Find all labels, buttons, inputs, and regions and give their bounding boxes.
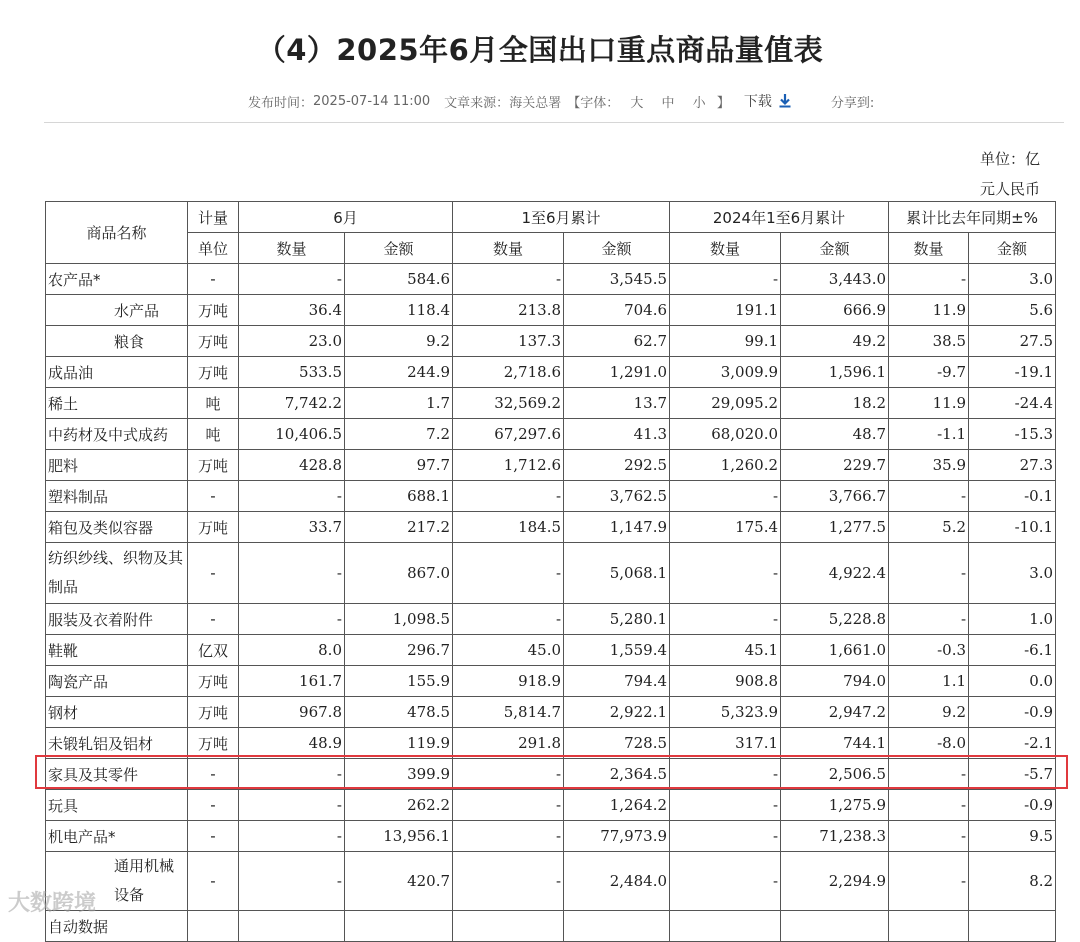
row-unit: - (188, 481, 239, 512)
row-name: 服装及衣着附件 (46, 604, 188, 635)
row-unit (188, 911, 239, 942)
publish-label: 发布时间： (248, 95, 314, 111)
row-value: 217.2 (345, 512, 453, 543)
row-value: 533.5 (239, 357, 345, 388)
row-name: 粮食 (46, 326, 188, 357)
header-sub: 数量 (453, 233, 564, 264)
row-value: - (670, 852, 781, 911)
row-value: 2,294.9 (781, 852, 889, 911)
row-value: 5,068.1 (564, 543, 670, 604)
unit-line-2: 元人民币 (979, 180, 1040, 198)
row-value: 13,956.1 (345, 821, 453, 852)
header-sub: 金额 (969, 233, 1056, 264)
export-table (45, 201, 1056, 942)
header-sub: 金额 (564, 233, 670, 264)
row-value: 27.3 (969, 450, 1056, 481)
row-value: 794.4 (564, 666, 670, 697)
row-value: 5,323.9 (670, 697, 781, 728)
row-value: - (670, 543, 781, 604)
row-value: - (453, 852, 564, 911)
row-value: 2,947.2 (781, 697, 889, 728)
row-name: 纺织纱线、织物及其制品 (46, 543, 188, 604)
share-label[interactable]: 分享到: (830, 95, 875, 111)
row-value: 2,364.5 (564, 759, 670, 790)
row-value: 62.7 (564, 326, 670, 357)
table-row (46, 543, 1056, 604)
row-value (453, 911, 564, 942)
table-row (46, 419, 1056, 450)
row-value: 71,238.3 (781, 821, 889, 852)
table-row (46, 388, 1056, 419)
row-name: 农产品* (46, 264, 188, 295)
row-name: 肥料 (46, 450, 188, 481)
row-value: 428.8 (239, 450, 345, 481)
row-value: 420.7 (345, 852, 453, 911)
row-value: 3,545.5 (564, 264, 670, 295)
row-value: 77,973.9 (564, 821, 670, 852)
row-value (670, 911, 781, 942)
row-value: 1,275.9 (781, 790, 889, 821)
row-value: 27.5 (969, 326, 1056, 357)
row-value: 5,228.8 (781, 604, 889, 635)
article-meta (248, 90, 874, 112)
header-group-ytd: 1至6月累计 (453, 202, 670, 233)
row-value: - (889, 264, 969, 295)
row-unit: - (188, 264, 239, 295)
row-value: 45.1 (670, 635, 781, 666)
row-value: - (670, 790, 781, 821)
row-value: 10,406.5 (239, 419, 345, 450)
row-value: - (239, 264, 345, 295)
header-sub: 金额 (345, 233, 453, 264)
row-value: 68,020.0 (670, 419, 781, 450)
row-value: - (889, 821, 969, 852)
row-value: 3.0 (969, 543, 1056, 604)
row-value: - (453, 481, 564, 512)
row-value: 3.0 (969, 264, 1056, 295)
row-value: 9.5 (969, 821, 1056, 852)
unit-note (960, 144, 1040, 204)
row-value: 119.9 (345, 728, 453, 759)
table-row (46, 821, 1056, 852)
table-row (46, 326, 1056, 357)
row-value: -1.1 (889, 419, 969, 450)
font-size-open: 【字体： (567, 95, 620, 111)
row-value: 7.2 (345, 419, 453, 450)
row-value: -2.1 (969, 728, 1056, 759)
row-value: 38.5 (889, 326, 969, 357)
row-unit: 亿双 (188, 635, 239, 666)
row-unit: - (188, 821, 239, 852)
row-value: - (670, 264, 781, 295)
row-value: -8.0 (889, 728, 969, 759)
row-value: 161.7 (239, 666, 345, 697)
row-value: - (889, 759, 969, 790)
row-value: 5,280.1 (564, 604, 670, 635)
row-value: - (453, 790, 564, 821)
row-value: 666.9 (781, 295, 889, 326)
row-value: - (453, 604, 564, 635)
row-name: 家具及其零件 (46, 759, 188, 790)
row-value: 155.9 (345, 666, 453, 697)
row-value: - (889, 790, 969, 821)
row-value: 292.5 (564, 450, 670, 481)
row-value: 794.0 (781, 666, 889, 697)
table-row (46, 450, 1056, 481)
header-unit-top: 计量 (188, 202, 239, 233)
row-value: 13.7 (564, 388, 670, 419)
table-row (46, 697, 1056, 728)
row-value: 8.2 (969, 852, 1056, 911)
divider (44, 122, 1064, 123)
row-value (345, 911, 453, 942)
row-value: 2,922.1 (564, 697, 670, 728)
row-value: 36.4 (239, 295, 345, 326)
header-group-yoy: 累计比去年同期±% (889, 202, 1056, 233)
row-value: 1.1 (889, 666, 969, 697)
table-row (46, 666, 1056, 697)
row-value: 3,009.9 (670, 357, 781, 388)
header-name: 商品名称 (46, 202, 188, 264)
row-value: 5,814.7 (453, 697, 564, 728)
row-name: 箱包及类似容器 (46, 512, 188, 543)
header-sub: 数量 (239, 233, 345, 264)
row-value: - (239, 852, 345, 911)
row-value: 5.2 (889, 512, 969, 543)
row-name: 玩具 (46, 790, 188, 821)
row-value: 584.6 (345, 264, 453, 295)
row-value: 0.0 (969, 666, 1056, 697)
row-value: 9.2 (345, 326, 453, 357)
row-name: 陶瓷产品 (46, 666, 188, 697)
row-unit: - (188, 543, 239, 604)
row-unit: 万吨 (188, 697, 239, 728)
row-value: 184.5 (453, 512, 564, 543)
row-value: 67,297.6 (453, 419, 564, 450)
row-value: 399.9 (345, 759, 453, 790)
row-value: -0.1 (969, 481, 1056, 512)
row-value: -0.9 (969, 790, 1056, 821)
row-unit: 万吨 (188, 326, 239, 357)
row-value: -0.3 (889, 635, 969, 666)
row-value: 41.3 (564, 419, 670, 450)
row-value: 118.4 (345, 295, 453, 326)
row-value: 1.7 (345, 388, 453, 419)
row-value: 291.8 (453, 728, 564, 759)
row-name: 稀土 (46, 388, 188, 419)
row-name: 中药材及中式成药 (46, 419, 188, 450)
font-size-selector (567, 92, 730, 111)
row-value (239, 911, 345, 942)
row-name: 自动数据 (46, 911, 188, 942)
row-value: - (889, 481, 969, 512)
row-value: 213.8 (453, 295, 564, 326)
table-row (46, 852, 1056, 911)
row-value: - (239, 821, 345, 852)
row-value: 1,596.1 (781, 357, 889, 388)
row-value: -0.9 (969, 697, 1056, 728)
row-value: 49.2 (781, 326, 889, 357)
font-size-close: 】 (716, 95, 730, 111)
row-unit: 万吨 (188, 357, 239, 388)
row-value: - (453, 821, 564, 852)
row-value (781, 911, 889, 942)
row-value: 137.3 (453, 326, 564, 357)
table-row (46, 295, 1056, 326)
row-value: 704.6 (564, 295, 670, 326)
row-value: 3,443.0 (781, 264, 889, 295)
publish-time: 2025-07-14 11:00 (313, 93, 431, 109)
row-value: 2,484.0 (564, 852, 670, 911)
download-button[interactable] (744, 91, 791, 111)
row-value: 99.1 (670, 326, 781, 357)
row-value: 317.1 (670, 728, 781, 759)
table-row (46, 635, 1056, 666)
row-value: 262.2 (345, 790, 453, 821)
row-value: 244.9 (345, 357, 453, 388)
watermark-text: 大数跨境 (8, 891, 97, 916)
row-name: 塑料制品 (46, 481, 188, 512)
table-row (46, 759, 1056, 790)
row-name: 未锻轧铝及铝材 (46, 728, 188, 759)
row-value: 175.4 (670, 512, 781, 543)
row-value: 33.7 (239, 512, 345, 543)
row-value: - (239, 790, 345, 821)
page-title: （4）2025年6月全国出口重点商品量值表 (256, 33, 824, 67)
row-value: 97.7 (345, 450, 453, 481)
row-value: - (453, 543, 564, 604)
table-row (46, 911, 1056, 942)
header-group-ytd-2024: 2024年1至6月累计 (670, 202, 889, 233)
row-value: - (453, 759, 564, 790)
source-label: 文章来源： (444, 95, 510, 111)
header-group-june: 6月 (239, 202, 453, 233)
row-unit: 万吨 (188, 728, 239, 759)
row-value: 728.5 (564, 728, 670, 759)
row-value: 918.9 (453, 666, 564, 697)
row-value: 908.8 (670, 666, 781, 697)
source-text: 海关总署 (509, 95, 562, 111)
row-value: -24.4 (969, 388, 1056, 419)
row-value: 191.1 (670, 295, 781, 326)
row-value: 1,291.0 (564, 357, 670, 388)
header-sub: 数量 (889, 233, 969, 264)
row-value: -5.7 (969, 759, 1056, 790)
row-value: -6.1 (969, 635, 1056, 666)
row-value: - (239, 481, 345, 512)
header-sub: 数量 (670, 233, 781, 264)
row-value: 23.0 (239, 326, 345, 357)
row-value: 688.1 (345, 481, 453, 512)
table-row (46, 264, 1056, 295)
row-value: 229.7 (781, 450, 889, 481)
row-name: 鞋靴 (46, 635, 188, 666)
row-value: 9.2 (889, 697, 969, 728)
row-value: 1,712.6 (453, 450, 564, 481)
font-small-button[interactable]: 小 (692, 95, 706, 111)
row-unit: 吨 (188, 388, 239, 419)
row-value: 1,260.2 (670, 450, 781, 481)
row-value: 4,922.4 (781, 543, 889, 604)
row-value: - (670, 481, 781, 512)
row-unit: - (188, 790, 239, 821)
row-value: 8.0 (239, 635, 345, 666)
header-unit-bottom: 单位 (188, 233, 239, 264)
row-value: - (889, 852, 969, 911)
row-name: 通用机械设备 (46, 852, 188, 911)
row-value: 48.7 (781, 419, 889, 450)
row-unit: - (188, 852, 239, 911)
row-value: 2,718.6 (453, 357, 564, 388)
row-value: - (889, 543, 969, 604)
row-value: 11.9 (889, 295, 969, 326)
row-value: 1,559.4 (564, 635, 670, 666)
row-value: 48.9 (239, 728, 345, 759)
table-row (46, 790, 1056, 821)
row-name: 钢材 (46, 697, 188, 728)
row-value: 1,277.5 (781, 512, 889, 543)
row-value: 296.7 (345, 635, 453, 666)
row-unit: 万吨 (188, 666, 239, 697)
row-value: 1,098.5 (345, 604, 453, 635)
row-unit: - (188, 604, 239, 635)
row-value: - (889, 604, 969, 635)
row-value: 867.0 (345, 543, 453, 604)
download-icon (779, 94, 791, 108)
row-value: 744.1 (781, 728, 889, 759)
row-value: - (239, 604, 345, 635)
row-value: - (670, 759, 781, 790)
row-value: 5.6 (969, 295, 1056, 326)
row-value: - (670, 604, 781, 635)
row-value (889, 911, 969, 942)
row-unit: 万吨 (188, 512, 239, 543)
row-name: 水产品 (46, 295, 188, 326)
row-value: 3,762.5 (564, 481, 670, 512)
table-row (46, 728, 1056, 759)
row-name: 机电产品* (46, 821, 188, 852)
row-value: 11.9 (889, 388, 969, 419)
row-value: 1,264.2 (564, 790, 670, 821)
row-value: - (670, 821, 781, 852)
row-value: - (239, 543, 345, 604)
unit-line-1: 单位：亿 (979, 150, 1040, 168)
row-value: 967.8 (239, 697, 345, 728)
row-value: 478.5 (345, 697, 453, 728)
watermark (8, 886, 96, 917)
table-row (46, 604, 1056, 635)
row-value: -15.3 (969, 419, 1056, 450)
row-value: 1,147.9 (564, 512, 670, 543)
row-unit: 吨 (188, 419, 239, 450)
row-value: 29,095.2 (670, 388, 781, 419)
row-unit: - (188, 759, 239, 790)
row-value: 35.9 (889, 450, 969, 481)
font-large-button[interactable]: 大 (630, 95, 644, 111)
row-value: 2,506.5 (781, 759, 889, 790)
row-name: 成品油 (46, 357, 188, 388)
table-row (46, 357, 1056, 388)
row-value: -19.1 (969, 357, 1056, 388)
row-value: 1,661.0 (781, 635, 889, 666)
row-value (564, 911, 670, 942)
download-label: 下载 (743, 94, 772, 110)
row-value: - (239, 759, 345, 790)
table-row (46, 481, 1056, 512)
row-value: 32,569.2 (453, 388, 564, 419)
row-value: - (453, 264, 564, 295)
row-unit: 万吨 (188, 450, 239, 481)
row-unit: 万吨 (188, 295, 239, 326)
row-value: 18.2 (781, 388, 889, 419)
row-value (969, 911, 1056, 942)
table-row (46, 512, 1056, 543)
row-value: 45.0 (453, 635, 564, 666)
font-medium-button[interactable]: 中 (661, 95, 675, 111)
row-value: -10.1 (969, 512, 1056, 543)
row-value: -9.7 (889, 357, 969, 388)
row-value: 1.0 (969, 604, 1056, 635)
row-value: 3,766.7 (781, 481, 889, 512)
row-value: 7,742.2 (239, 388, 345, 419)
header-sub: 金额 (781, 233, 889, 264)
